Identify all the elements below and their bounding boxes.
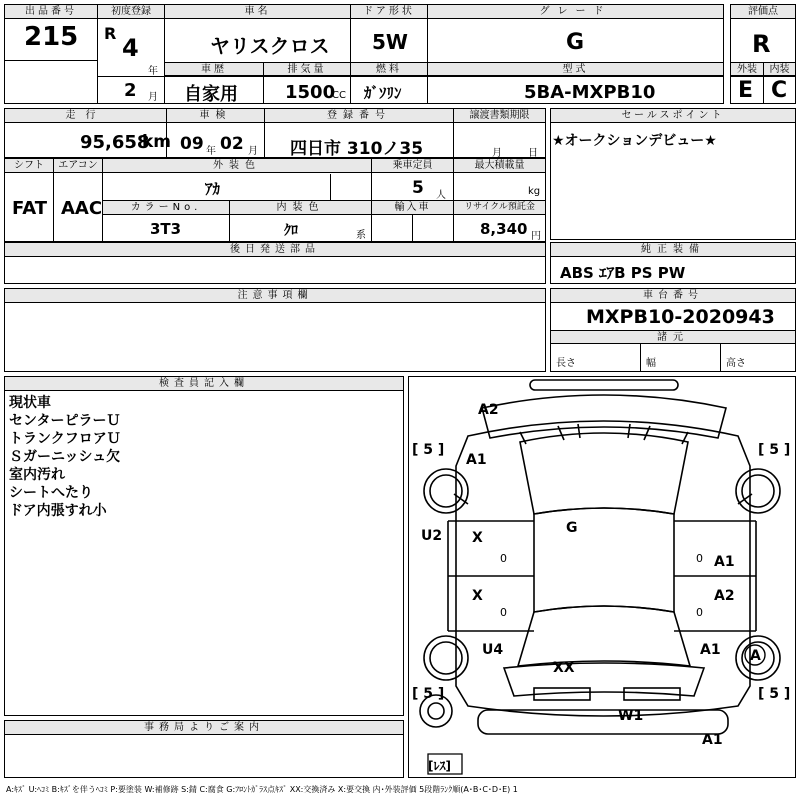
year-unit: 年 [148, 66, 158, 77]
int-label: 内装 [764, 63, 795, 76]
insp-year-unit: 年 [206, 146, 216, 157]
history: 自家用 [184, 84, 238, 105]
spare-tire: [ﾚｽ] [428, 759, 451, 773]
cc-unit: CC [332, 90, 346, 101]
colorno-label: カラーNo. [103, 201, 229, 215]
insp-year: 09 [180, 134, 204, 154]
note-line: センターピラーＵ [9, 413, 121, 429]
note-line: 現状車 [9, 395, 51, 411]
load-label: 最大積載量 [454, 159, 545, 173]
damage-label: U4 [482, 642, 504, 658]
reg-year: 4 [122, 34, 139, 62]
ac-label: エアコン [54, 159, 102, 173]
damage-label: A1 [702, 732, 723, 748]
specs-label: 諸元 [551, 331, 795, 344]
model: 5BA-MXPB10 [524, 82, 656, 103]
damage-label: A2 [714, 588, 735, 604]
legend: A:ｷｽﾞ U:ﾍｺﾐ B:ｷｽﾞを伴うﾍｺﾐ P:要塗装 W:補修跡 S:錆 C:腐食 G:ﾌﾛﾝﾄｶﾞﾗｽ点ｷｽﾞ XX:交換済み X:要交換 内･外装評価 5段階ﾗﾝｸ順(A･B･C･D･E) 1 [6, 785, 518, 794]
insp-month-unit: 月 [248, 146, 258, 157]
zero-mark: 0 [696, 606, 703, 619]
office-label: 事務局よりご案内 [5, 721, 403, 735]
grade-label: グレード [428, 5, 723, 19]
int-score: C [771, 78, 788, 103]
height-label: 高さ [726, 358, 746, 369]
sales-point: ★オークションデビュー★ [552, 133, 717, 149]
note-line: Ｓガーニッシュ欠 [9, 449, 121, 465]
kg-unit: kg [528, 186, 541, 197]
damage-label: A2 [478, 402, 499, 418]
door-type: 5W [372, 30, 408, 54]
damage-label: XX [553, 660, 575, 676]
car-name-label: 車名 [165, 5, 350, 19]
km-unit: km [142, 132, 172, 152]
transfer-label: 譲渡書類期限 [454, 109, 545, 123]
mileage-label: 走行 [5, 109, 166, 123]
car-diagram [408, 376, 796, 778]
recycle-label: リサイクル預託金 [454, 201, 545, 215]
plate-label: 登録番号 [265, 109, 453, 123]
tire-count: [ 5 ] [758, 686, 791, 702]
lot-number: 215 [24, 22, 79, 52]
plate: 四日市 310ノ35 [290, 139, 424, 159]
inspector-label: 検査員記入欄 [5, 377, 403, 391]
later-parts-label: 後日発送部品 [5, 243, 545, 257]
equipment-label: 純正装備 [551, 243, 795, 257]
car-name: ヤリスクロス [210, 34, 330, 58]
transfer-day-unit: 日 [528, 148, 538, 159]
capacity: 5 [412, 178, 424, 198]
caution-label: 注意事項欄 [5, 289, 545, 303]
color-label: 外装色 [103, 159, 371, 173]
capacity-label: 乗車定員 [372, 159, 453, 173]
note-line: ドア内張すれ小 [9, 503, 107, 519]
yen-unit: 円 [531, 231, 541, 242]
sales-label: セールスポイント [551, 109, 795, 123]
insp-month: 02 [220, 134, 244, 154]
kei-unit: 系 [356, 230, 366, 241]
note-line: トランクフロアＵ [9, 431, 121, 447]
era: R [104, 24, 117, 43]
grade: G [566, 30, 585, 55]
score: R [752, 30, 771, 58]
damage-label: A1 [714, 554, 735, 570]
tire-count: [ 5 ] [412, 442, 445, 458]
door-label: ドア形状 [351, 5, 427, 19]
note-line: シートへたり [9, 485, 93, 501]
zero-mark: 0 [696, 552, 703, 565]
ext-label: 外装 [731, 63, 763, 76]
inspector-notes [9, 394, 121, 520]
intcolor-label: 内装色 [230, 201, 371, 215]
sales-block [550, 108, 796, 240]
person-unit: 人 [436, 190, 446, 201]
damage-label: G [566, 520, 578, 536]
displacement: 1500 [285, 82, 336, 103]
chassis-number: MXPB10-2020943 [586, 306, 775, 328]
damage-label: U2 [421, 528, 443, 544]
shift: FAT [12, 198, 48, 219]
mileage: 95,658 [80, 132, 150, 153]
intcolor: ｸﾛ [284, 223, 298, 239]
history-label: 車歴 [165, 63, 263, 76]
first-reg-label: 初度登録 [98, 5, 164, 19]
chassis-label: 車台番号 [551, 289, 795, 303]
damage-label: A [750, 648, 761, 664]
length-label: 長さ [556, 358, 576, 369]
damage-label: W1 [618, 708, 644, 724]
colorno: 3T3 [150, 220, 182, 238]
model-label: 型式 [428, 63, 723, 76]
ext-score: E [738, 78, 754, 103]
zero-mark: 0 [500, 552, 507, 565]
displacement-label: 排気量 [264, 63, 350, 76]
inspection-label: 車検 [167, 109, 264, 123]
score-label: 評価点 [731, 5, 795, 19]
zero-mark: 0 [500, 606, 507, 619]
month-unit: 月 [148, 92, 158, 103]
fuel: ｶﾞｿﾘﾝ [364, 84, 402, 102]
damage-label: A1 [466, 452, 487, 468]
color: ｱｶ [205, 180, 221, 198]
damage-label: A1 [700, 642, 721, 658]
equipment: ABS ｴｱB PS PW [560, 264, 686, 282]
import-label: 輸入車 [372, 201, 453, 215]
note-line: 室内汚れ [9, 467, 65, 483]
lot-label: 出品番号 [5, 5, 97, 19]
tire-count: [ 5 ] [412, 686, 445, 702]
recycle: 8,340 [480, 220, 528, 238]
reg-month: 2 [124, 80, 137, 101]
width-label: 幅 [646, 358, 656, 369]
tire-count: [ 5 ] [758, 442, 791, 458]
shift-label: シフト [5, 159, 53, 173]
damage-label: X [472, 588, 483, 604]
fuel-label: 燃料 [351, 63, 427, 76]
damage-label: X [472, 530, 483, 546]
ac: AAC [61, 198, 103, 219]
transfer-month-unit: 月 [492, 148, 502, 159]
